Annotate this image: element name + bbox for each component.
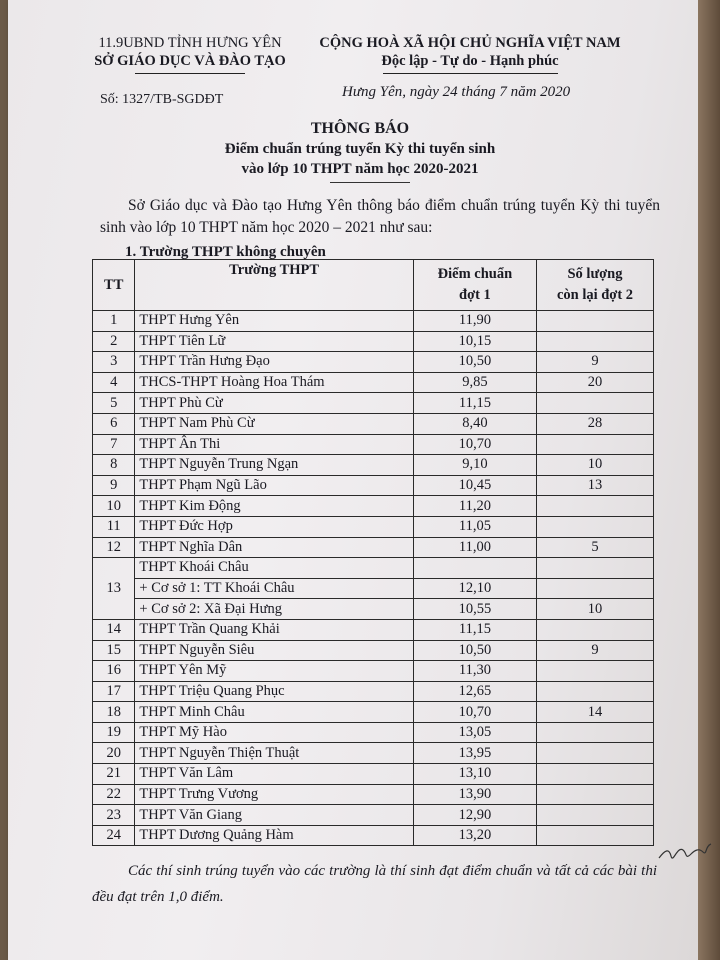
row-remaining: 28 bbox=[537, 413, 654, 434]
row-tt: 14 bbox=[93, 619, 135, 640]
row-school: THPT Nguyễn Trung Ngạn bbox=[135, 455, 413, 476]
row-remaining bbox=[537, 516, 654, 537]
row-tt: 9 bbox=[93, 475, 135, 496]
table-row bbox=[93, 743, 654, 764]
table-row bbox=[93, 331, 654, 352]
row-school: THPT Đức Hợp bbox=[135, 516, 413, 537]
table-row bbox=[93, 413, 654, 434]
row-remaining bbox=[537, 784, 654, 805]
row-score: 11,05 bbox=[413, 516, 536, 537]
row-school: THPT Dương Quảng Hàm bbox=[135, 825, 413, 846]
signature-scribble bbox=[655, 836, 715, 870]
place-date: Hưng Yên, ngày 24 tháng 7 năm 2020 bbox=[342, 84, 571, 100]
row-tt: 23 bbox=[93, 805, 135, 826]
table-row bbox=[93, 640, 654, 661]
row-remaining bbox=[537, 619, 654, 640]
row-school: THCS-THPT Hoàng Hoa Thám bbox=[135, 372, 413, 393]
row-tt: 16 bbox=[93, 661, 135, 682]
row-remaining: 13 bbox=[537, 475, 654, 496]
row-school: THPT Phù Cừ bbox=[135, 393, 413, 414]
org-line2: SỞ GIÁO DỤC VÀ ĐÀO TẠO bbox=[94, 53, 286, 69]
row-score: 10,55 bbox=[413, 599, 536, 620]
row-score: 12,10 bbox=[413, 578, 536, 599]
document-subtitle-1: Điểm chuẩn trúng tuyển Kỳ thi tuyển sinh bbox=[224, 141, 496, 157]
row-score: 10,50 bbox=[413, 640, 536, 661]
row-score: 13,95 bbox=[413, 743, 536, 764]
row-school: THPT Triệu Quang Phục bbox=[135, 681, 413, 702]
row-school: THPT Minh Châu bbox=[135, 702, 413, 723]
table-row bbox=[93, 805, 654, 826]
row-remaining bbox=[537, 722, 654, 743]
row-remaining: 10 bbox=[537, 599, 654, 620]
row-tt: 15 bbox=[93, 640, 135, 661]
header-remaining-line2: còn lại đợt 2 bbox=[556, 287, 634, 303]
row-score: 10,45 bbox=[413, 475, 536, 496]
header-remaining bbox=[537, 260, 654, 311]
row-tt: 4 bbox=[93, 372, 135, 393]
table-row bbox=[93, 393, 654, 414]
row-score: 13,90 bbox=[413, 784, 536, 805]
table-row bbox=[93, 352, 654, 373]
document-number: Số: 1327/TB-SGDĐT bbox=[100, 92, 224, 107]
motto-underline bbox=[383, 73, 558, 74]
row-score: 13,20 bbox=[413, 825, 536, 846]
row-score: 13,05 bbox=[413, 722, 536, 743]
row-remaining: 5 bbox=[537, 537, 654, 558]
admission-scores-table bbox=[92, 259, 654, 846]
row-campus: + Cơ sở 1: TT Khoái Châu bbox=[135, 578, 413, 599]
document-title: THÔNG BÁO bbox=[310, 120, 410, 137]
header-score-line1: Điểm chuẩn bbox=[437, 266, 513, 282]
row-tt: 3 bbox=[93, 352, 135, 373]
org-line1: 11.9UBND TỈNH HƯNG YÊN bbox=[98, 35, 282, 51]
row-school: THPT Trần Hưng Đạo bbox=[135, 352, 413, 373]
row-tt: 6 bbox=[93, 413, 135, 434]
footnote: Các thí sinh trúng tuyển vào các trường là thí sinh đạt điểm chuẩn và tất cả các bài thi đều đạt trên 1,0 điểm. bbox=[92, 863, 657, 905]
row-score: 12,90 bbox=[413, 805, 536, 826]
row-school: THPT Hưng Yên bbox=[135, 311, 413, 332]
national-motto: Độc lập - Tự do - Hạnh phúc bbox=[381, 53, 559, 69]
row-score: 8,40 bbox=[413, 413, 536, 434]
row-school: THPT Phạm Ngũ Lão bbox=[135, 475, 413, 496]
row-remaining bbox=[537, 393, 654, 414]
table-row bbox=[93, 455, 654, 476]
row-tt: 7 bbox=[93, 434, 135, 455]
row-remaining: 14 bbox=[537, 702, 654, 723]
row-tt: 19 bbox=[93, 722, 135, 743]
row-remaining bbox=[537, 743, 654, 764]
table-row bbox=[93, 372, 654, 393]
table-row bbox=[93, 722, 654, 743]
row-tt: 18 bbox=[93, 702, 135, 723]
header-tt: TT bbox=[93, 260, 135, 311]
row-tt: 11 bbox=[93, 516, 135, 537]
issuing-authority bbox=[70, 34, 310, 74]
row-school: THPT Nghĩa Dân bbox=[135, 537, 413, 558]
row-tt: 10 bbox=[93, 496, 135, 517]
row-school: THPT Ân Thi bbox=[135, 434, 413, 455]
row-score: 10,50 bbox=[413, 352, 536, 373]
row-school: THPT Nguyễn Siêu bbox=[135, 640, 413, 661]
row-school: THPT Kim Động bbox=[135, 496, 413, 517]
row-tt: 21 bbox=[93, 764, 135, 785]
row-score: 11,90 bbox=[413, 311, 536, 332]
table-row bbox=[93, 784, 654, 805]
row-tt: 12 bbox=[93, 537, 135, 558]
row-score: 11,30 bbox=[413, 661, 536, 682]
row-school: THPT Trưng Vương bbox=[135, 784, 413, 805]
section-heading: 1. Trường THPT không chuyên bbox=[125, 244, 326, 260]
row-school: THPT Văn Lâm bbox=[135, 764, 413, 785]
row-remaining: 20 bbox=[537, 372, 654, 393]
table-row bbox=[93, 496, 654, 517]
row-score: 9,10 bbox=[413, 455, 536, 476]
row-score: 11,15 bbox=[413, 619, 536, 640]
document-subtitle-2: vào lớp 10 THPT năm học 2020-2021 bbox=[241, 161, 479, 177]
row-remaining bbox=[537, 661, 654, 682]
row-tt: 24 bbox=[93, 825, 135, 846]
row-score: 11,00 bbox=[413, 537, 536, 558]
row-school: THPT Tiên Lữ bbox=[135, 331, 413, 352]
table-header-row bbox=[93, 260, 654, 311]
row-score: 9,85 bbox=[413, 372, 536, 393]
row-score: 13,10 bbox=[413, 764, 536, 785]
table-row bbox=[93, 702, 654, 723]
row-score: 10,70 bbox=[413, 434, 536, 455]
header-school: Trường THPT bbox=[135, 260, 413, 311]
row-remaining: 9 bbox=[537, 352, 654, 373]
row-score: 10,15 bbox=[413, 331, 536, 352]
row-remaining bbox=[537, 805, 654, 826]
row-tt: 22 bbox=[93, 784, 135, 805]
row-campus: + Cơ sở 2: Xã Đại Hưng bbox=[135, 599, 413, 620]
row-remaining bbox=[537, 434, 654, 455]
row-school: THPT Mỹ Hào bbox=[135, 722, 413, 743]
row-tt: 13 bbox=[93, 558, 135, 620]
table-row bbox=[93, 558, 654, 579]
table-row bbox=[93, 619, 654, 640]
row-remaining bbox=[537, 331, 654, 352]
row-remaining bbox=[537, 311, 654, 332]
row-score: 10,70 bbox=[413, 702, 536, 723]
national-header bbox=[300, 34, 640, 74]
header-remaining-line1: Số lượng bbox=[567, 266, 623, 282]
table-row bbox=[93, 578, 654, 599]
row-remaining: 9 bbox=[537, 640, 654, 661]
country-name: CỘNG HOÀ XÃ HỘI CHỦ NGHĨA VIỆT NAM bbox=[319, 35, 621, 51]
table-row bbox=[93, 661, 654, 682]
row-remaining bbox=[537, 578, 654, 599]
table-row bbox=[93, 311, 654, 332]
row-score: 11,15 bbox=[413, 393, 536, 414]
row-tt: 1 bbox=[93, 311, 135, 332]
table-row bbox=[93, 475, 654, 496]
row-school: THPT Khoái Châu bbox=[135, 558, 413, 579]
row-tt: 2 bbox=[93, 331, 135, 352]
row-remaining bbox=[537, 558, 654, 579]
row-remaining: 10 bbox=[537, 455, 654, 476]
row-score bbox=[413, 558, 536, 579]
row-school: THPT Yên Mỹ bbox=[135, 661, 413, 682]
row-tt: 17 bbox=[93, 681, 135, 702]
header-score bbox=[413, 260, 536, 311]
row-remaining bbox=[537, 764, 654, 785]
header-score-line2: đợt 1 bbox=[459, 287, 491, 303]
table-row bbox=[93, 537, 654, 558]
table-row bbox=[93, 434, 654, 455]
row-remaining bbox=[537, 681, 654, 702]
row-score: 12,65 bbox=[413, 681, 536, 702]
row-school: THPT Trần Quang Khải bbox=[135, 619, 413, 640]
org-underline bbox=[135, 73, 245, 74]
table-row bbox=[93, 516, 654, 537]
row-tt: 5 bbox=[93, 393, 135, 414]
table-row bbox=[93, 825, 654, 846]
row-remaining bbox=[537, 825, 654, 846]
row-school: THPT Nguyễn Thiện Thuật bbox=[135, 743, 413, 764]
row-tt: 20 bbox=[93, 743, 135, 764]
row-remaining bbox=[537, 496, 654, 517]
row-school: THPT Nam Phù Cừ bbox=[135, 413, 413, 434]
title-underline bbox=[330, 182, 410, 183]
row-score: 11,20 bbox=[413, 496, 536, 517]
table-row bbox=[93, 599, 654, 620]
table-row bbox=[93, 681, 654, 702]
row-school: THPT Văn Giang bbox=[135, 805, 413, 826]
table-row bbox=[93, 764, 654, 785]
intro-paragraph: Sở Giáo dục và Đào tạo Hưng Yên thông báo điểm chuẩn trúng tuyển Kỳ thi tuyển sinh vào lớp 10 THPT năm học 2020 – 2021 như sau: bbox=[100, 197, 660, 236]
row-tt: 8 bbox=[93, 455, 135, 476]
